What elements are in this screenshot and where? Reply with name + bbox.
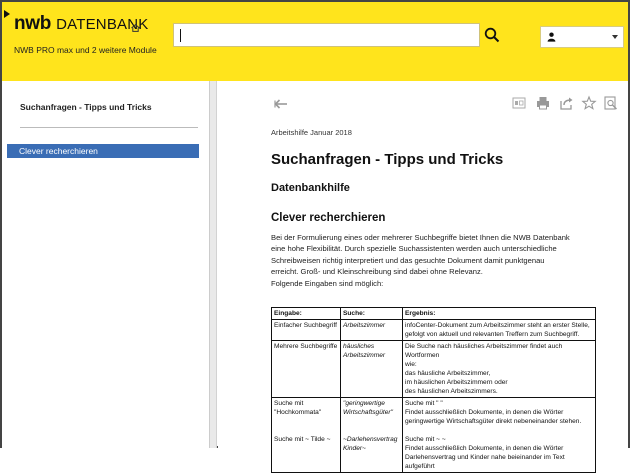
document-meta: Arbeitshilfe Januar 2018 xyxy=(271,128,352,137)
column-header-ergebnis: Ergebnis: xyxy=(403,308,596,320)
cell-line: "geringwertige xyxy=(343,400,385,407)
logo-product: DATENBANK xyxy=(56,16,149,33)
user-icon xyxy=(547,32,556,42)
header-bar xyxy=(2,2,628,81)
cell-line: Einfacher Suchbegriff xyxy=(274,322,337,329)
cell-line xyxy=(274,426,338,435)
table-row xyxy=(272,398,596,473)
pdf-icon[interactable] xyxy=(512,96,526,110)
logo-brand: nwb xyxy=(14,13,52,34)
cell-line: Arbeitszimmer xyxy=(343,322,386,329)
zoom-document-icon[interactable] xyxy=(604,96,618,110)
body-line: Folgende Eingaben sind möglich: xyxy=(271,278,384,288)
document-subtitle: Datenbankhilfe xyxy=(271,182,350,194)
cell-line: Wirtschaftsgüter" xyxy=(343,409,393,416)
cell-eingabe xyxy=(272,398,341,473)
corner-marker xyxy=(4,10,10,18)
cell-line: Kinder~ xyxy=(343,445,366,452)
document-view xyxy=(218,81,628,470)
cell-line: Findet ausschließlich Dokumente, in denen die Wörter xyxy=(405,409,564,416)
cell-line: ~Darlehensvertrag xyxy=(343,436,398,443)
search-input[interactable] xyxy=(173,23,480,47)
cell-suche xyxy=(341,320,403,341)
section-heading: Clever recherchieren xyxy=(271,212,386,224)
cell-line: gefolgt von aktuell und relevanten Treffern zum Suchbegriff. xyxy=(405,331,580,338)
document-toolbar xyxy=(512,96,622,112)
logo[interactable] xyxy=(14,13,148,35)
toc-sidebar xyxy=(2,81,210,448)
cell-line: Mehrere Suchbegriffe xyxy=(274,343,338,350)
column-header-eingabe: Eingabe: xyxy=(272,308,341,320)
document-title: Suchanfragen - Tipps und Tricks xyxy=(271,151,504,168)
table-header-row xyxy=(272,308,596,320)
search-syntax-table xyxy=(271,307,596,473)
table-row xyxy=(272,341,596,398)
body-line: erreicht. Groß- und Kleinschreibung sind dabei ohne Relevanz. xyxy=(271,267,483,277)
cell-line: Suche mit ~ Tilde ~ xyxy=(274,436,331,443)
column-header-suche: Suche: xyxy=(341,308,403,320)
cell-ergebnis xyxy=(403,341,596,398)
print-icon[interactable] xyxy=(536,96,550,110)
sidebar-title: Suchanfragen - Tipps und Tricks xyxy=(20,102,152,112)
cell-line: Findet ausschließlich Dokumente, in denen die Wörter xyxy=(405,445,564,452)
sidebar-divider xyxy=(20,127,198,128)
body-line: Bei der Formulierung eines oder mehrerer Suchbegriffe bietet Ihnen die NWB Datenbank xyxy=(271,233,570,242)
cell-ergebnis xyxy=(403,398,596,473)
cell-line: wie: xyxy=(405,361,417,368)
back-arrow-icon[interactable] xyxy=(274,99,288,109)
toc-item-clever-recherchieren[interactable]: Clever recherchieren xyxy=(7,144,199,158)
cell-line: im häuslichen Arbeitszimmern oder xyxy=(405,379,508,386)
search-button[interactable] xyxy=(480,23,504,47)
cell-line: Suche mit xyxy=(274,400,304,407)
document-body xyxy=(271,232,597,289)
cell-line: Suche mit ~ ~ xyxy=(405,436,446,443)
cell-line: das häusliche Arbeitszimmer, xyxy=(405,370,491,377)
panel-splitter[interactable] xyxy=(210,81,217,448)
cell-ergebnis xyxy=(403,320,596,341)
body-line: eine hohe Flexibilität. Durch spezielle Suchassistenten werden auch unterschiedliche xyxy=(271,244,557,254)
cell-line: infoCenter-Dokument zum Arbeitszimmer steht an erster Stelle, xyxy=(405,322,590,329)
cell-line: häusliches xyxy=(343,343,375,350)
cell-line: des häuslichen Arbeitszimmers. xyxy=(405,388,498,395)
cell-eingabe xyxy=(272,341,341,398)
star-icon[interactable] xyxy=(582,96,596,110)
cell-line: "Hochkommata" xyxy=(274,409,322,416)
cell-line xyxy=(274,417,338,426)
table-row xyxy=(272,320,596,341)
cell-line: Die Suche nach häusliches Arbeitszimmer findet auch Wortformen xyxy=(405,343,563,359)
home-icon[interactable] xyxy=(131,24,140,32)
cell-line: Suche mit " " xyxy=(405,400,443,407)
user-menu[interactable] xyxy=(540,26,624,48)
cell-suche xyxy=(341,398,403,473)
text-cursor xyxy=(180,29,181,42)
cell-line: geringwertige Wirtschaftsgüter direkt nebeneinander stehen. xyxy=(405,418,582,425)
cell-line: Darlehensvertrag und Kinder nahe beieinander im Text aufgeführt xyxy=(405,454,565,470)
cell-line xyxy=(405,426,593,435)
body-line: Schreibweisen richtig interpretiert und das gesuchte Dokument damit punktgenau xyxy=(271,255,545,265)
share-icon[interactable] xyxy=(560,96,574,110)
cell-suche xyxy=(341,341,403,398)
cell-line: Arbeitszimmer xyxy=(343,352,386,359)
cell-eingabe xyxy=(272,320,341,341)
cell-line xyxy=(343,417,400,426)
cell-line xyxy=(343,426,400,435)
chevron-down-icon xyxy=(612,35,618,39)
search-icon xyxy=(484,27,500,43)
subscription-label: NWB PRO max und 2 weitere Module xyxy=(14,45,157,55)
